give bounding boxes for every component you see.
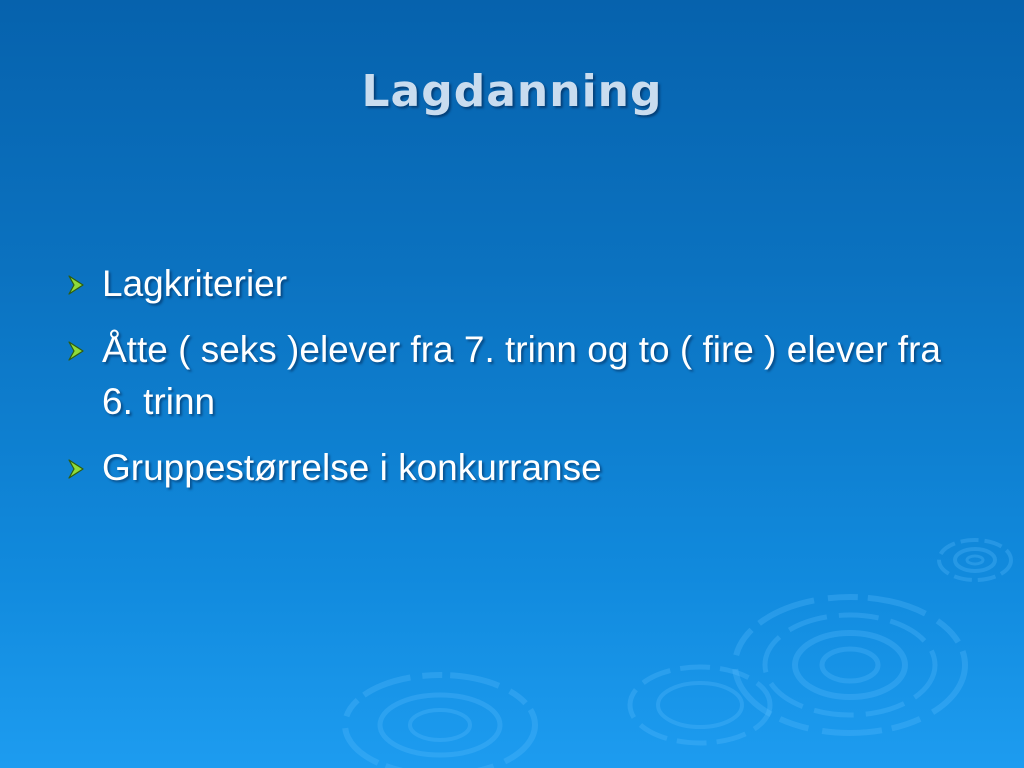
slide-title: Lagdanning xyxy=(361,66,663,117)
arrow-bullet-icon xyxy=(64,339,90,363)
arrow-bullet-icon xyxy=(64,457,90,481)
bullet-list xyxy=(62,258,962,508)
bullet-text: Åtte ( seks )elever fra 7. trinn og to ( fire ) elever fra 6. trinn xyxy=(102,329,941,422)
bullet-item xyxy=(62,442,962,494)
bullet-text: Lagkriterier xyxy=(102,263,288,304)
arrow-bullet-icon xyxy=(64,273,90,297)
bullet-item xyxy=(62,258,962,310)
bullet-text: Gruppestørrelse i konkurranse xyxy=(102,447,602,488)
bullet-item xyxy=(62,324,962,428)
